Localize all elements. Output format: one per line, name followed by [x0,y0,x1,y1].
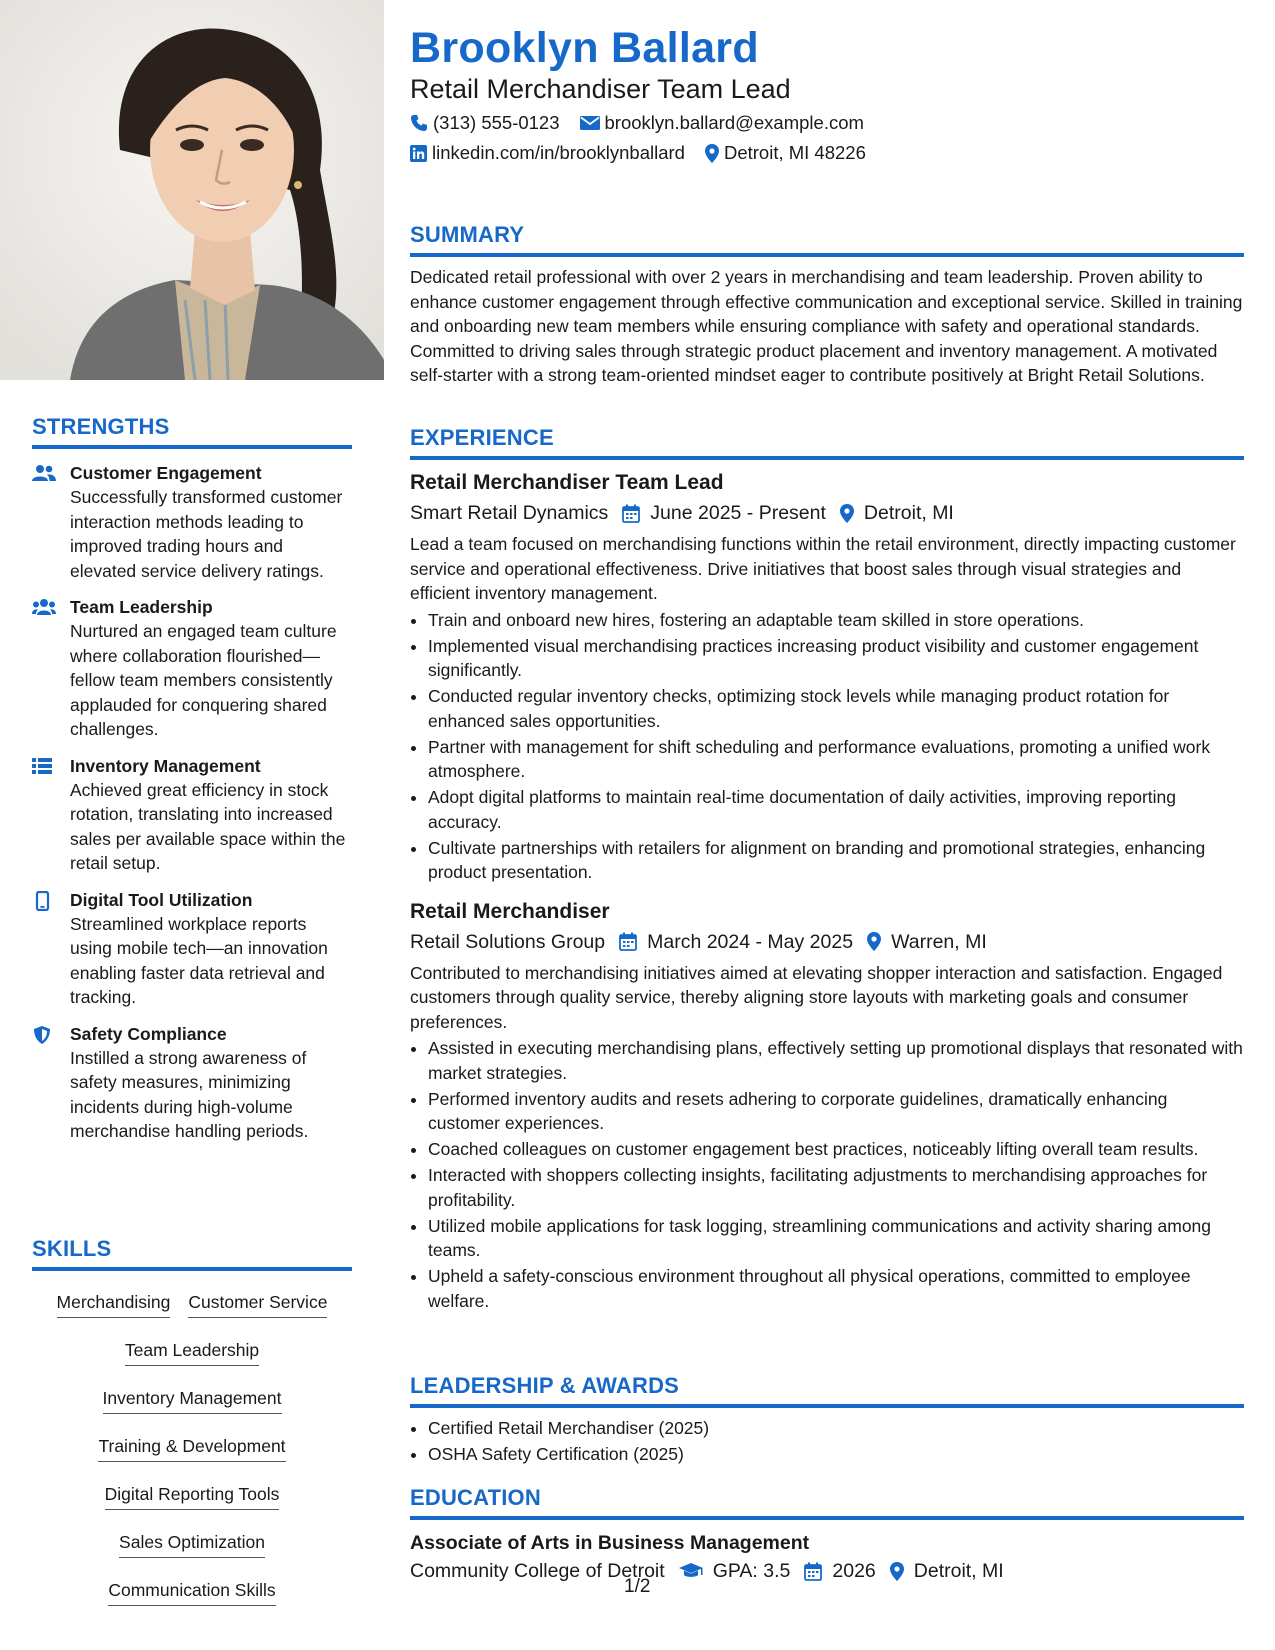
list-item: • Partner with management for shift scheduling and performance evaluations, promoting a unified work atmosphere. [428,735,1244,784]
list-item: • Certified Retail Merchandiser (2025) [428,1416,1244,1441]
list-item: • Utilized mobile applications for task logging, streamlining communications and activity sharing among teams. [428,1214,1244,1263]
job-company: Smart Retail Dynamics [410,502,609,524]
phone-text: (313) 555-0123 [433,112,560,133]
skill-tag: Digital Reporting Tools [105,1475,280,1510]
strength-description: Nurtured an engaged team culture where collaboration flourished—fellow team members consistently applauded for conquering shared challenges. [70,621,337,739]
job-bullets [410,1036,1244,1313]
job-company: Retail Solutions Group [410,930,606,953]
list-item: • Adopt digital platforms to maintain real-time documentation of daily activities, improving reporting accuracy. [428,785,1244,834]
strength-title: Team Leadership [70,597,213,617]
list-item: • Coached colleagues on customer engagement best practices, noticeably lifting overall team results. [428,1137,1244,1162]
linkedin-contact[interactable] [410,142,685,164]
awards-section [410,1373,1244,1468]
job-bullets [410,608,1244,885]
skill-tag: Merchandising [57,1283,171,1318]
calendar-icon [619,932,637,951]
map-pin-icon [840,504,854,523]
summary-heading: SUMMARY [410,222,1244,257]
awards-heading: LEADERSHIP & AWARDS [410,1373,1244,1408]
education-heading: EDUCATION [410,1485,1244,1520]
list-item: • Interacted with shoppers collecting insights, facilitating adjustments to merchandising approaches for profitability. [428,1163,1244,1212]
map-pin-icon [867,932,881,951]
education-year-text: 2026 [832,1560,876,1582]
list-item: • Upheld a safety-conscious environment throughout all physical operations, committed to employee welfare. [428,1264,1244,1313]
contact-row-1 [410,112,884,134]
strength-description: Successfully transformed customer interaction methods leading to improved trading hours and elevated service delivery ratings. [70,487,343,581]
candidate-role: Retail Merchandiser Team Lead [410,74,791,104]
skill-tag: Communication Skills [108,1571,275,1606]
experience-heading: EXPERIENCE [410,425,1244,460]
education-location [890,1556,1004,1586]
awards-list [410,1416,1244,1467]
education-year [804,1556,875,1586]
left-column [0,0,384,1650]
list-item: • Train and onboard new hires, fostering an adaptable team skilled in store operations. [428,608,1244,633]
job-description: Lead a team focused on merchandising functions within the retail environment, directly impacting customer service and operational effectiveness. Drive initiatives that boost sales through visual strategies and efficient inventory management. [410,534,1236,603]
strength-description: Achieved great efficiency in stock rotation, translating into increased sales per available space within the retail setup. [70,779,346,873]
skill-tag: Customer Service [188,1283,327,1318]
education-location-text: Detroit, MI [913,1560,1004,1582]
skill-tag: Inventory Management [103,1379,282,1414]
skills-section [32,1236,352,1619]
job-entry [410,468,1244,885]
location-text: Detroit, MI 48226 [723,142,866,163]
job-dates-text: March 2024 - May 2025 [647,930,854,953]
strength-description: Streamlined workplace reports using mobile tech—an innovation enabling faster data retrieval and tracking. [70,913,328,1007]
strength-description: Instilled a strong awareness of safety measures, minimizing incidents during high-volume merchandise handling periods. [70,1047,309,1141]
summary-section [410,222,1244,388]
skills-list [32,1283,352,1619]
calendar-icon [804,1562,822,1581]
strength-title: Customer Engagement [70,463,262,483]
email-text: brooklyn.ballard@example.com [604,112,864,133]
strengths-heading: STRENGTHS [32,414,352,449]
strengths-section [32,414,352,1144]
job-title: Retail Merchandiser Team Lead [410,471,724,494]
strength-title: Digital Tool Utilization [70,889,253,910]
linkedin-text: linkedin.com/in/brooklynballard [432,142,685,163]
profile-photo [0,0,384,380]
linkedin-icon [410,145,427,162]
strength-item [32,1022,352,1144]
candidate-name: Brooklyn Ballard [410,24,759,72]
education-section [410,1485,1244,1586]
job-title: Retail Merchandiser [410,899,610,923]
envelope-icon [580,115,600,131]
strength-item [32,888,352,1010]
education-school-text: Community College of Detroit [410,1560,665,1582]
skill-tag: Sales Optimization [119,1523,265,1558]
education-meta [410,1556,1244,1586]
graduation-cap-icon [679,1562,703,1580]
calendar-icon [622,504,640,523]
contact-row-2 [410,142,886,164]
strength-item [32,754,352,876]
map-pin-icon [890,1562,904,1581]
shield-icon [32,1022,70,1144]
strength-item [32,461,352,583]
list-item: • Conducted regular inventory checks, optimizing stock levels while managing product rotation for enhanced sales opportunities. [428,684,1244,733]
job-meta [410,927,1244,957]
map-pin-icon [705,144,719,163]
list-item: • Cultivate partnerships with retailers for alignment on branding and promotional strategies, enhancing product presentation. [428,836,1244,885]
skills-heading: SKILLS [32,1236,352,1271]
list-item: • OSHA Safety Certification (2025) [428,1442,1244,1467]
job-location-text: Detroit, MI [863,502,954,524]
job-dates [619,927,853,957]
job-dates [622,498,826,528]
email-contact[interactable] [580,112,864,134]
list-item: • Assisted in executing merchandising plans, effectively setting up promotional displays that resonated with market strategies. [428,1036,1244,1085]
job-entry [410,897,1244,1314]
job-location-text: Warren, MI [891,930,987,953]
list-icon [32,754,70,876]
experience-section [410,425,1244,1315]
job-dates-text: June 2025 - Present [650,502,826,524]
strength-title: Safety Compliance [70,1023,227,1044]
phone-contact[interactable] [410,112,560,134]
job-meta [410,498,1244,528]
job-description: Contributed to merchandising initiatives aimed at elevating shopper interaction and satisfaction. Engaged customers through quality service, thereby aligning store layouts with marketing goals and consumer preferences. [410,962,1223,1032]
strength-title: Inventory Management [70,755,261,776]
users-icon [32,461,70,583]
summary-text: Dedicated retail professional with over 2 years in merchandising and team leadership. Proven ability to enhance customer engagement through effective communication and exceptional service. Skilled in training and onboarding new team members while ensuring compliance with safety and operational standards. Committed to driving sales through strategic product placement and inventory management. A motivated self-starter with a strong team-oriented mindset eager to contribute positively at Bright Retail Solutions. [410,267,1243,385]
strength-item [32,595,352,742]
mobile-icon [32,888,70,1010]
phone-icon [410,114,428,132]
education-degree: Associate of Arts in Business Management [410,1532,810,1554]
location-contact [705,142,866,164]
team-icon [32,595,70,742]
skill-tag: Team Leadership [125,1331,259,1366]
job-location [867,927,987,957]
education-gpa [679,1556,791,1586]
education-gpa-text: GPA: 3.5 [712,1560,791,1582]
skill-tag: Training & Development [98,1427,285,1462]
page-number: 1/2 [624,1576,651,1597]
list-item: • Implemented visual merchandising practices increasing product visibility and customer engagement significantly. [428,634,1244,683]
job-location [840,498,954,528]
list-item: • Performed inventory audits and resets adhering to corporate guidelines, dramatically enhancing customer experiences. [428,1087,1244,1136]
